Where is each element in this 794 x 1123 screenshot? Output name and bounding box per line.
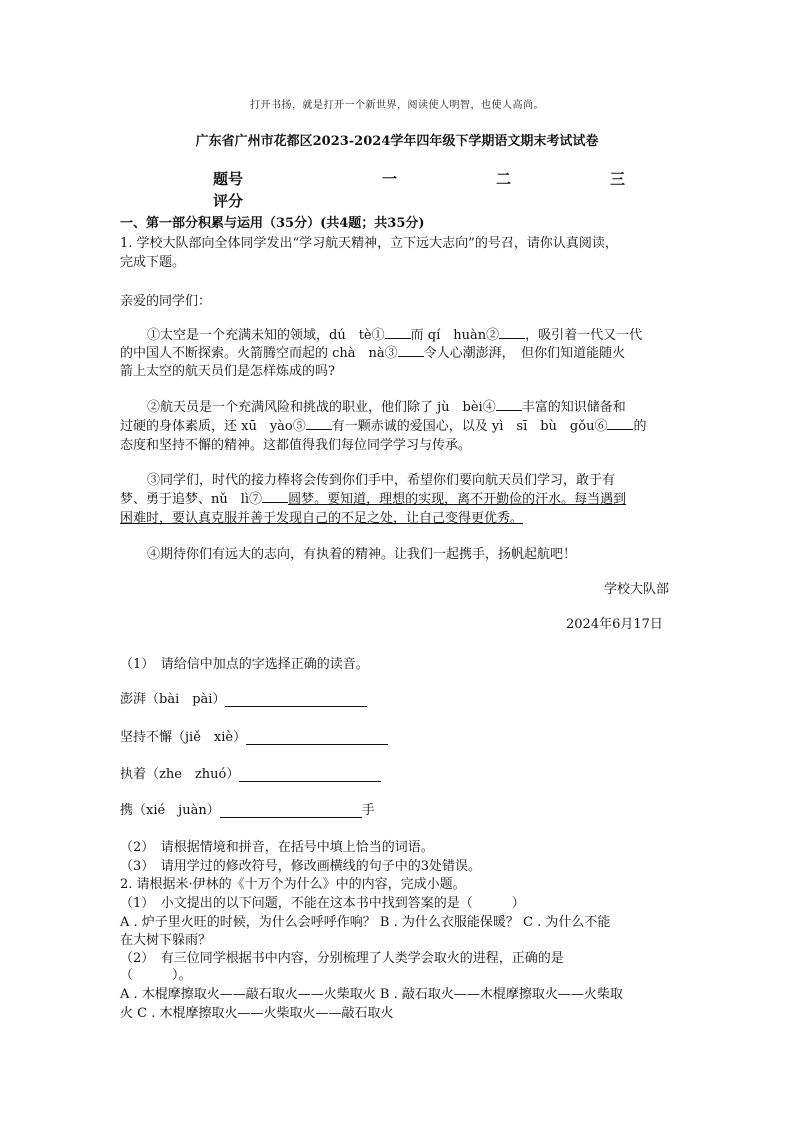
letter-paragraph-2-line2 — [120, 415, 646, 434]
p2-text-c: 过硬的身体素质，还 xū yào⑤ — [120, 419, 306, 434]
blank-1[interactable] — [385, 326, 411, 339]
letter-signature: 学校大队部 — [604, 582, 670, 597]
p2-text-b: 丰富的知识储备和 — [521, 400, 626, 415]
q2-intro: 2. 请根据米·伊林的《十万个为什么》中的内容，完成小题。 — [120, 877, 466, 892]
blank-7[interactable] — [262, 490, 288, 503]
header-motto: 打开书扬，就是打开一个新世界，阅读使人明智，也使人高尚。 — [250, 100, 544, 111]
pron-item-3 — [120, 763, 381, 782]
pron-3-answer-line[interactable] — [239, 767, 381, 782]
p3-underlined-sentence-b: 困难时，要认真克服并善于发现自己的不足之处，让自己变得更优秀。 — [120, 511, 524, 526]
score-table-row-label-question: 题号 — [213, 170, 244, 188]
score-table-col-2: 二 — [496, 170, 512, 188]
p2-text-d: 有一颗赤诚的爱国心，以及 yì sī bù gǒu⑥ — [331, 419, 608, 434]
q1-intro-line1: 1. 学校大队部向全体同学发出“学习航天精神，立下远大志向”的号召，请你认真阅读， — [120, 236, 618, 251]
p1-text-c: ，吸引着一代又一代 — [525, 328, 643, 343]
q2-sub2-options-line2: 火 C . 木棍摩擦取火——火柴取火——敲石取火 — [120, 1006, 394, 1021]
q1-sub2: （2） 请根据情境和拼音，在括号中填上恰当的词语。 — [120, 840, 434, 855]
pron-item-2 — [120, 726, 388, 745]
exam-title: 广东省广州市花都区2023-2024学年四年级下学期语文期末考试试卷 — [195, 134, 599, 149]
pron-4-answer-line[interactable] — [220, 803, 362, 818]
section-heading: 一、第一部分积累与运用（35分）(共4题；共35分) — [120, 216, 425, 231]
letter-greeting: 亲爱的同学们： — [120, 294, 212, 309]
letter-date: 2024年6月17日 — [566, 617, 663, 632]
pron-4-suffix: 手 — [361, 803, 375, 818]
q2-sub2-options-line1: A . 木棍摩擦取火——敲石取火——火柴取火 B . 敲石取火——木棍摩擦取火——火柴取 — [120, 987, 623, 1002]
blank-3[interactable] — [398, 344, 424, 357]
q2-sub1: （1） 小文提出的以下问题，不能在这本书中找到答案的是（ ） — [120, 896, 525, 911]
q1-sub1: （1） 请给信中加点的字选择正确的读音。 — [120, 657, 369, 672]
p2-text-e: 的 — [633, 419, 647, 434]
blank-5[interactable] — [306, 417, 332, 430]
letter-paragraph-3-line1: ③同学们，时代的接力棒将会传到你们手中，希望你们要向航天员们学习，敢于有 — [147, 473, 616, 488]
score-table-row-label-score: 评分 — [213, 192, 244, 210]
letter-paragraph-1-line3: 箭上太空的航天员们是怎样炼成的吗? — [120, 364, 335, 379]
p1-text-a: ①太空是一个充满未知的领域，dú tè① — [147, 328, 385, 343]
p1-text-d: 的中国人不断探索。火箭腾空而起的 chà nà③ — [120, 346, 398, 361]
p3-text-c: 圆梦。 — [288, 492, 328, 507]
q2-sub2-paren: （ ）。 — [120, 968, 192, 983]
pron-1-label: 澎湃（bài pài） — [120, 692, 226, 707]
q2-sub1-options-line2: 在大树下躲雨？ — [120, 933, 212, 948]
letter-paragraph-3-line2 — [120, 488, 626, 507]
letter-paragraph-1-line1 — [147, 324, 642, 343]
q1-sub3: （3） 请用学过的修改符号，修改画横线的句子中的3处错误。 — [120, 859, 482, 874]
p2-text-a: ②航天员是一个充满风险和挑战的职业，他们除了 jù bèi④ — [147, 400, 496, 415]
pron-item-1 — [120, 688, 367, 707]
pron-2-answer-line[interactable] — [246, 730, 388, 745]
p3-text-b: 梦、勇于追梦、nǔ lì⑦ — [120, 492, 263, 507]
p3-underlined-sentence-a: 要知道，理想的实现，离不开勤俭的汗水。每当遇到 — [327, 492, 627, 507]
letter-paragraph-2-line1 — [147, 396, 626, 415]
pron-1-answer-line[interactable] — [225, 692, 367, 707]
q2-sub1-options-line1: A . 炉子里火旺的时候，为什么会呼呼作响？ B . 为什么衣服能保暖？ C . 为什么不能 — [120, 915, 611, 930]
p1-text-b: 而 qí huàn② — [410, 328, 500, 343]
pron-2-label: 坚持不懈（jiě xiè） — [120, 730, 247, 745]
score-table-col-3: 三 — [610, 170, 626, 188]
pron-item-4 — [120, 799, 375, 818]
letter-paragraph-1-line2 — [120, 342, 625, 361]
score-table-col-1: 一 — [382, 170, 398, 188]
blank-4[interactable] — [496, 398, 522, 411]
p1-text-e: 令人心潮澎湃， 但你们知道能随火 — [423, 346, 626, 361]
blank-6[interactable] — [607, 417, 633, 430]
q2-sub2: （2） 有三位同学根据书中内容，分别梳理了人类学会取火的进程，正确的是 — [120, 951, 564, 966]
blank-2[interactable] — [499, 326, 525, 339]
letter-paragraph-2-line3: 态度和坚持不懈的精神。这都值得我们每位同学学习与传承。 — [120, 438, 472, 453]
q1-intro-line2: 完成下题。 — [120, 255, 186, 270]
pron-4-label: 携（xié juàn） — [120, 803, 220, 818]
pron-3-label: 执着（zhe zhuó） — [120, 767, 240, 782]
letter-paragraph-4: ④期待你们有远大的志向，有执着的精神。让我们一起携手，扬帆起航吧！ — [147, 547, 577, 562]
